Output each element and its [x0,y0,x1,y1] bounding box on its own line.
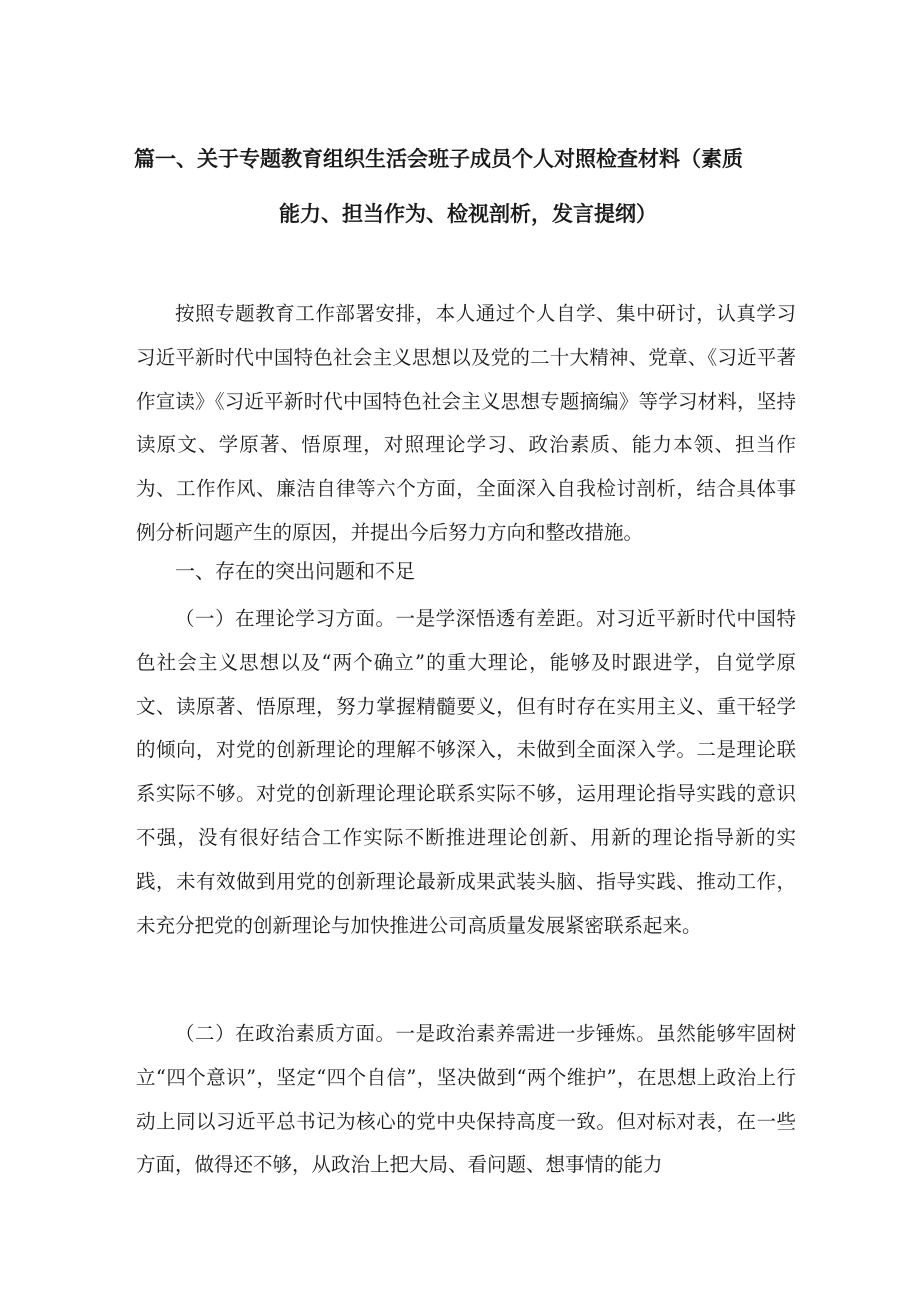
section-heading-problems: 一、存在的突出问题和不足 [175,559,415,583]
paragraph-political-quality: （二）在政治素质方面。一是政治素养需进一步锤炼。虽然能够牢固树立“四个意识”，坚定“四个自信”，坚决做到“两个维护”，在思想上政治上行动上同以习近平总书记为核心的党中央保持高度一致。但对标对表，在一些方面，做得还不够，从政治上把大局、看问题、想事情的能力 [136,1022,796,1177]
intro-paragraph: 按照专题教育工作部署安排，本人通过个人自学、集中研讨，认真学习习近平新时代中国特色社会主义思想以及党的二十大精神、党章、《习近平著作宣读》《习近平新时代中国特色社会主义思想专题摘编》等学习材料，坚持读原文、学原著、悟原理，对照理论学习、政治素质、能力本领、担当作为、工作作风、廉洁自律等六个方面，全面深入自我检讨剖析，结合具体事例分析问题产生的原因，并提出今后努力方向和整改措施。 [136,302,796,544]
paragraph-theory-study: （一）在理论学习方面。一是学深悟透有差距。对习近平新时代中国特色社会主义思想以及“两个确立”的重大理论，能够及时跟进学，自觉学原文、读原著、悟原理，努力掌握精髓要义，但有时存在实用主义、重干轻学的倾向，对党的创新理论的理解不够深入，未做到全面深入学。二是理论联系实际不够。对党的创新理论理论联系实际不够，运用理论指导实践的意识不强，没有很好结合工作实际不断推进理论创新、用新的理论指导新的实践，未有效做到用党的创新理论最新成果武装头脑、指导实践、推动工作，未充分把党的创新理论与加快推进公司高质量发展紧密联系起来。 [136,607,796,937]
document-title-line-2: 能力、担当作为、检视剖析，发言提纲） [279,202,657,226]
document-title-line-1: 篇一、关于专题教育组织生活会班子成员个人对照检查材料（素质 [134,147,743,171]
